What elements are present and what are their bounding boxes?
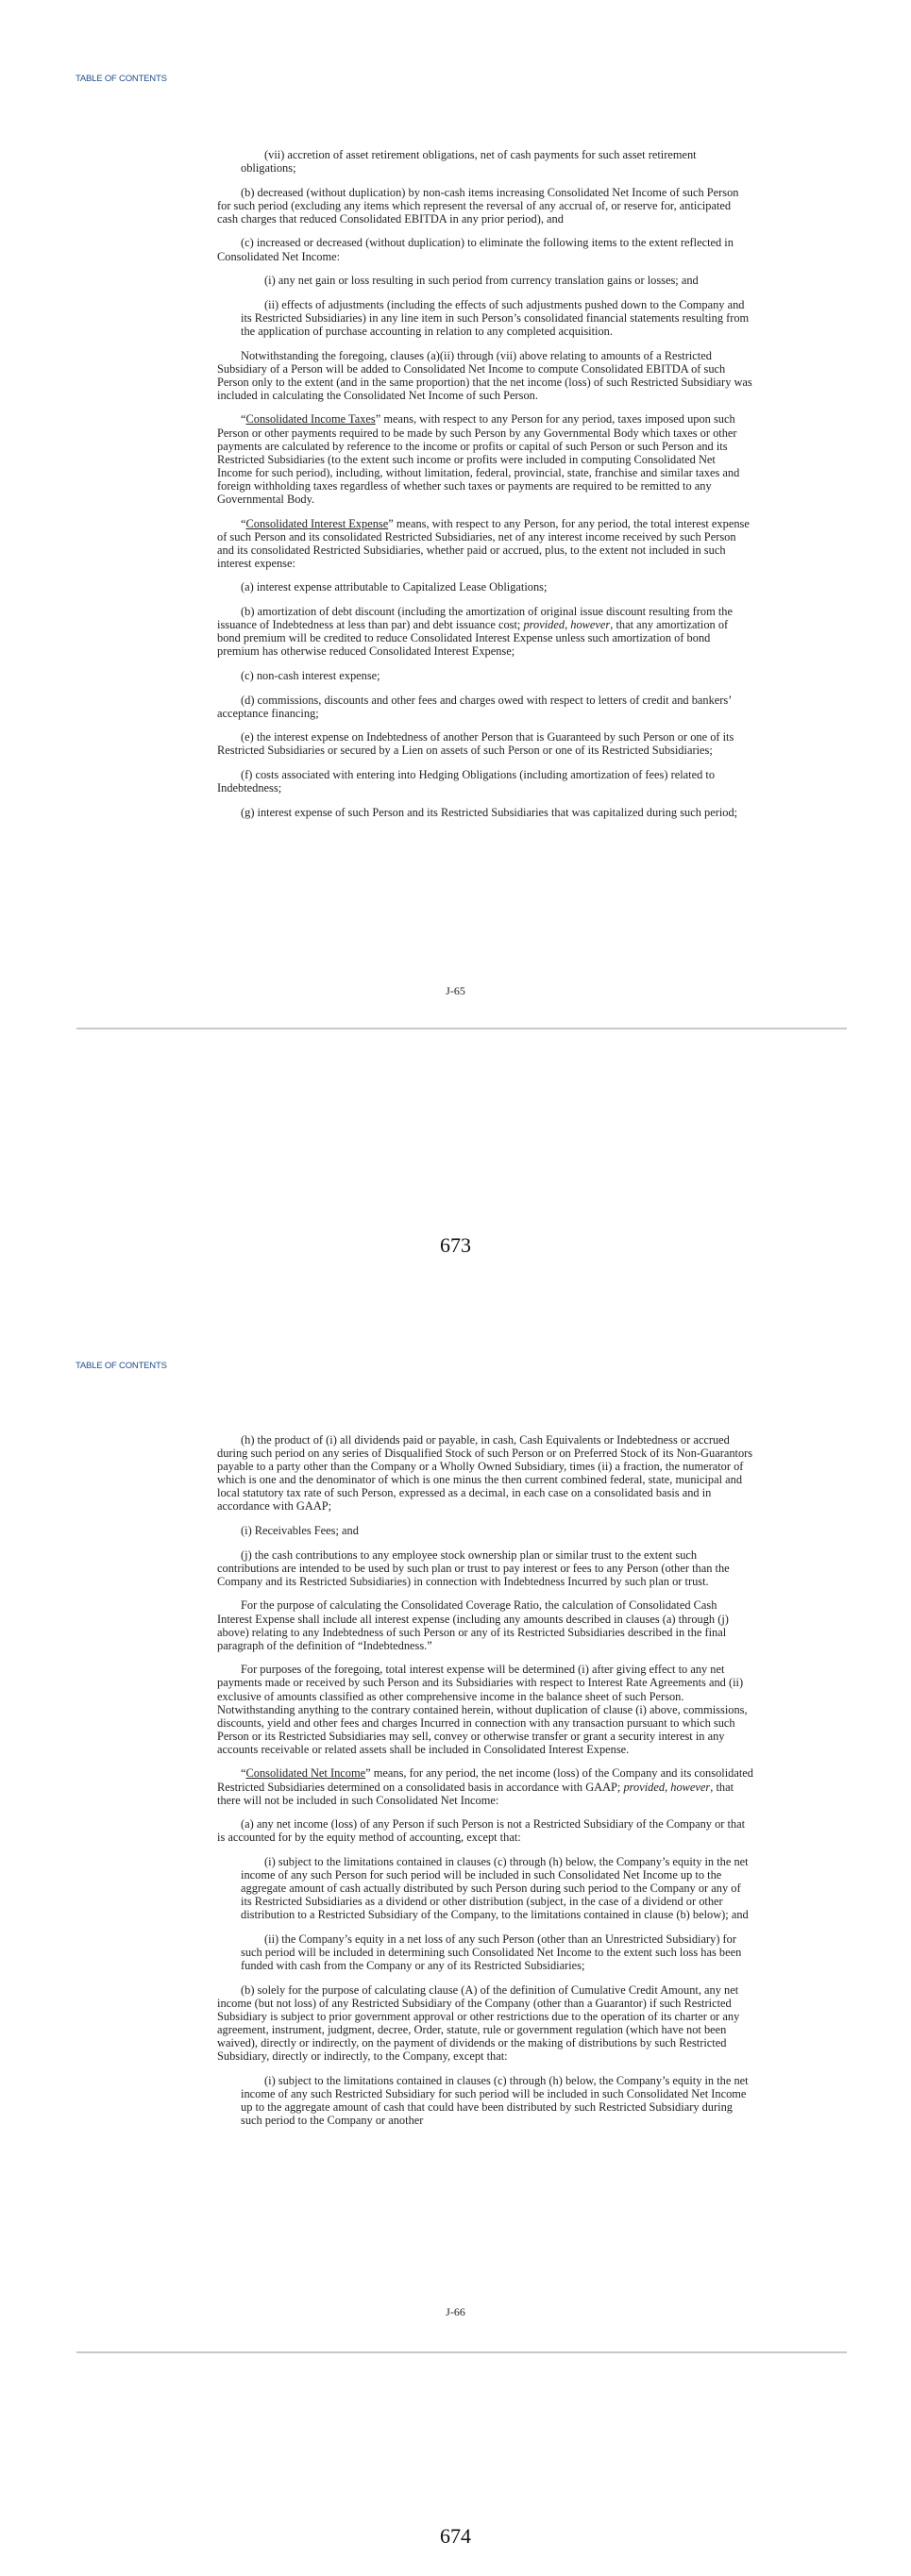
paragraph [217,1663,753,1756]
paragraph [217,349,753,402]
text-run: (a) interest expense attributable to Capitalized Lease Obligations; [241,580,548,594]
text-run: (i) Receivables Fees; and [241,1524,359,1538]
paragraph [217,517,753,570]
page-body [217,1433,753,2138]
text-run: (b) decreased (without duplication) by non-cash items increasing Consolidated Net Income of such Person for such period (excluding any items which represent the reversal of any accrual of, or reserve for, anticipated cash charges that reduced Consolidated EBITDA in any prior period), and [217,185,739,226]
text-run: (e) the interest expense on Indebtedness of another Person that is Guaranteed by such Person or one of its Restricted Subsidiaries or secured by a Lien on assets of such Person or one of its Restricted Subsidiaries; [217,730,734,758]
text-run: ” means, with respect to any Person, for any period, the total interest expense of such Person and its consolidated Restricted Subsidiaries, net of any interest income received by such Person and its consolidated Restricted Subsidiaries, whether paid or accrued, plus, to the extent not included in such interest expense: [217,516,750,570]
page-folio: J-65 [446,984,465,997]
text-run: Notwithstanding the foregoing, clauses (a)(ii) through (vii) above relating to amounts of a Restricted Subsidiary of a Person will be added to Consolidated Net Income to compute Consolidated EBITDA of such Person only to the extent (and in the same proportion) that the net income (loss) of such Restricted Subsidiary was included in calculating the Consolidated Net Income of such Person. [217,348,752,402]
defined-term: Consolidated Net Income [245,1766,366,1781]
text-run: (ii) effects of adjustments (including the effects of such adjustments pushed down to the Company and its Restricted Subsidiaries) in any line item in such Person’s consolidated financial statements resulting from the application of purchase accounting in relation to any completed acquisition. [241,297,750,338]
paragraph [217,768,753,795]
page-body [217,148,753,829]
paragraph [217,1433,753,1514]
page-divider [76,2351,847,2353]
sub-clause-paragraph [241,1932,753,1972]
text-run: (b) amortization of debt discount (including the amortization of original issue discount resulting from the issuance of Indebtedness at less than par) and debt issuance cost; [217,605,733,632]
text-run: (h) the product of (i) all dividends paid or payable, in cash, Cash Equivalents or Indebtedness or accrued during such period on any series of Disqualified Stock of such Person or on Preferred Stock of its Non-Guarantors payable to a party other than the Company or a Wholly Owned Subsidiary, times (ii) a fraction, the numerator of which is one and the denominator of which is one minus the then current combined federal, state, municipal and local statutory tax rate of such Person, expressed as a decimal, in each case on a consolidated basis and in accordance with GAAP; [217,1433,753,1514]
italic-text: however [570,618,611,632]
sub-clause-paragraph [241,148,753,175]
paragraph [217,1548,753,1588]
text-run: (c) non-cash interest expense; [241,668,380,682]
text-run: , that any amortization of bond premium will be credited to reduce Consolidated Interest Expense unless such amortization of bond premium has otherwise reduced Consolidated Interest Expense; [217,618,729,659]
page-folio: J-66 [446,2305,465,2318]
text-run: (c) increased or decreased (without duplication) to eliminate the following items to the extent reflected in Consolidated Net Income: [217,236,734,263]
page-number: 674 [440,2524,471,2548]
italic-text: however [670,1780,711,1794]
defined-term: Consolidated Interest Expense [245,516,389,530]
paragraph [217,580,753,594]
sub-clause-paragraph [241,1855,753,1921]
sub-clause-paragraph [241,274,753,287]
paragraph [217,605,753,658]
text-run: For purposes of the foregoing, total interest expense will be determined (i) after giving effect to any net payments made or received by such Person and its Subsidiaries with respect to Interest Rate Agreements and (ii) exclusive of amounts classified as other comprehensive income in the balance sheet of such Person. Notwithstanding anything to the contrary contained herein, without duplication of clause (i) above, commissions, discounts, yield and other fees and charges Incurred in connection with any transaction pursuant to which such Person or its Restricted Subsidiaries may sell, convey or otherwise transfer or grant a security interest in any accounts receivable or related assets shall be included in Consolidated Interest Expense. [217,1663,748,1756]
text-run: (vii) accretion of asset retirement obligations, net of cash payments for such asset retirement obligations; [241,148,697,176]
table-of-contents-link[interactable]: TABLE OF CONTENTS [76,1361,167,1371]
sub-clause-paragraph [241,2074,753,2127]
text-run: “ [241,412,246,427]
page-number: 673 [440,1233,471,1257]
paragraph [217,236,753,262]
paragraph [217,1817,753,1844]
page-divider [76,1028,847,1029]
paragraph [217,694,753,720]
paragraph [217,1983,753,2064]
paragraph [217,730,753,757]
text-run: (i) subject to the limitations contained in clauses (c) through (h) below, the Company’s equity in the net income of any such Person for such period will be included in such Consolidated Net Income up to the aggregate amount of cash actually distributed by such Person during such period to the Company or any of its Restricted Subsidiaries as a dividend or other distribution (subject, in the case of a dividend or other distribution to a Restricted Subsidiary of the Company, to the limitations contained in clause (b) below); and [241,1854,749,1922]
text-run: “ [241,1766,246,1781]
text-run: ” means, with respect to any Person for any period, taxes imposed upon such Person or other payments required to be made by such Person by any Governmental Body which taxes or other payments are calculated by reference to the income or profits or capital of such Person or such Person and its Restricted Subsidiaries (to the extent such income or profits were included in computing Consolidated Net Income for such period), including, without limitation, federal, provincial, state, franchise and similar taxes and foreign withholding taxes regardless of whether such taxes or payments are required to be remitted to any Governmental Body. [217,412,740,506]
text-run: (i) subject to the limitations contained in clauses (c) through (h) below, the Company’s equity in the net income of any such Restricted Subsidiary for such period will be included in such Consolidated Net Income up to the aggregate amount of cash that could have been distributed by such Restricted Subsidiary during such period to the Company or another [241,2073,749,2128]
sub-clause-paragraph [241,298,753,338]
paragraph [217,1524,753,1537]
table-of-contents-link[interactable]: TABLE OF CONTENTS [76,74,167,84]
text-run: (ii) the Company’s equity in a net loss of any such Person (other than an Unrestricted Subsidiary) for such period will be included in determining such Consolidated Net Income to the extent such loss has been funded with cash from the Company or any of its Restricted Subsidiaries; [241,1932,742,1973]
text-run: (d) commissions, discounts and other fees and charges owed with respect to letters of credit and bankers’ acceptance financing; [217,693,732,720]
paragraph [217,1766,753,1806]
paragraph [217,1598,753,1651]
paragraph [217,412,753,506]
paragraph [217,669,753,682]
text-run: (b) solely for the purpose of calculating clause (A) of the definition of Cumulative Credit Amount, any net income (but not loss) of any Restricted Subsidiary of the Company (other than a Guarantor) if such Restricted Subsidiary is subject to prior government approval or other restrictions due to the operation of its charter or any agreement, instrument, judgment, decree, Order, statute, rule or government regulation (which have not been waived), directly or indirectly, on the payment of dividends or the making of distributions by such Restricted Subsidiary, directly or indirectly, to the Company, except that: [217,1982,740,2064]
text-run: For the purpose of calculating the Consolidated Coverage Ratio, the calculation of Consolidated Cash Interest Expense shall include all interest expense (including any amounts described in clauses (a) through (j) above) relating to any Indebtedness of such Person or any of its Restricted Subsidiaries described in the final paragraph of the definition of “Indebtedness.” [217,1598,729,1652]
text-run: , [565,618,571,632]
italic-text: provided [623,1780,666,1794]
text-run: “ [241,516,246,530]
text-run: , [665,1780,671,1794]
text-run: (j) the cash contributions to any employee stock ownership plan or similar trust to the extent such contributions are intended to be used by such plan or trust to pay interest or fees to any Person (other than the Company and its Restricted Subsidiaries) in connection with Indebtedness Incurred by such plan or trust. [217,1547,730,1588]
italic-text: provided [523,618,565,632]
defined-term: Consolidated Income Taxes [245,412,376,427]
text-run: (g) interest expense of such Person and its Restricted Subsidiaries that was capitalized during such period; [241,805,738,819]
text-run: ” means, for any period, the net income (loss) of the Company and its consolidated Restricted Subsidiaries determined on a consolidated basis in accordance with GAAP; [217,1766,753,1794]
paragraph [217,806,753,819]
text-run: (f) costs associated with entering into Hedging Obligations (including amortization of fees) related to Indebtedness; [217,767,716,795]
text-run: (a) any net income (loss) of any Person if such Person is not a Restricted Subsidiary of the Company or that is accounted for by the equity method of accounting, except that: [217,1817,746,1845]
paragraph [217,186,753,226]
text-run: , that there will not be included in such Consolidated Net Income: [217,1780,734,1807]
text-run: (i) any net gain or loss resulting in such period from currency translation gains or losses; and [264,274,699,288]
